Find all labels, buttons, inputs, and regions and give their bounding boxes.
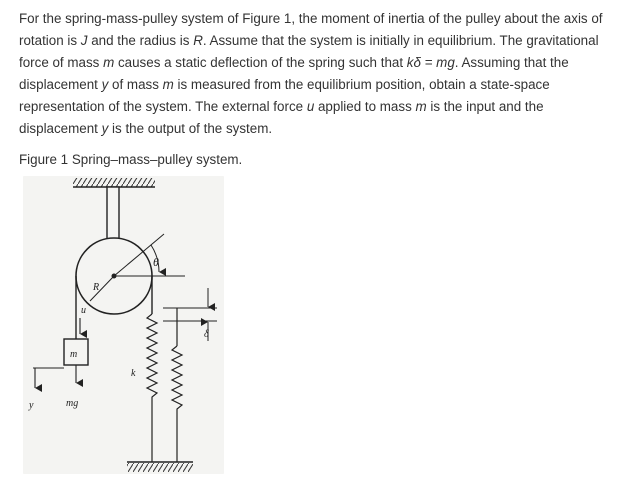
var-m: m [162, 77, 174, 93]
radius-label: R [93, 282, 100, 293]
weight-label: mg [66, 398, 79, 409]
figure-caption: Figure 1 Spring–mass–pulley system. [19, 152, 243, 167]
var-y: y [101, 77, 109, 93]
var-m: m [415, 99, 427, 115]
equilibrium-equation: kδ = mg [406, 55, 455, 71]
figure-drawing [23, 176, 224, 474]
var-J: J [80, 33, 88, 49]
var-y: y [101, 121, 109, 137]
static-spring [172, 346, 182, 462]
var-R: R [193, 33, 203, 49]
ceiling-hatch [73, 178, 155, 187]
mass-label: m [70, 349, 78, 360]
spring [147, 314, 157, 462]
force-label: u [81, 305, 86, 316]
problem-statement: For the spring-mass-pulley system of Figure 1, the moment of inertia of the pulley about the axis of rotation is J and the radius is R. Assume that the system is initially in equilibrium. The gravitational force of mass m causes a static deflection of the spring such that kδ = mg. Assuming that the displacement y of mass m is measured from the equilibrium position, obtain a state-space representation of the system. The external force u applied to mass m is the input and the displacement y is the output of the system. [19, 11, 603, 137]
delta-label: δ [204, 329, 209, 340]
theta-label: θ [153, 255, 159, 269]
var-m: m [103, 55, 115, 71]
floor-hatch [127, 463, 193, 472]
spring-mass-pulley-figure [23, 176, 224, 474]
var-u: u [306, 99, 315, 115]
spring-label: k [131, 368, 136, 379]
displacement-label: y [29, 400, 34, 411]
